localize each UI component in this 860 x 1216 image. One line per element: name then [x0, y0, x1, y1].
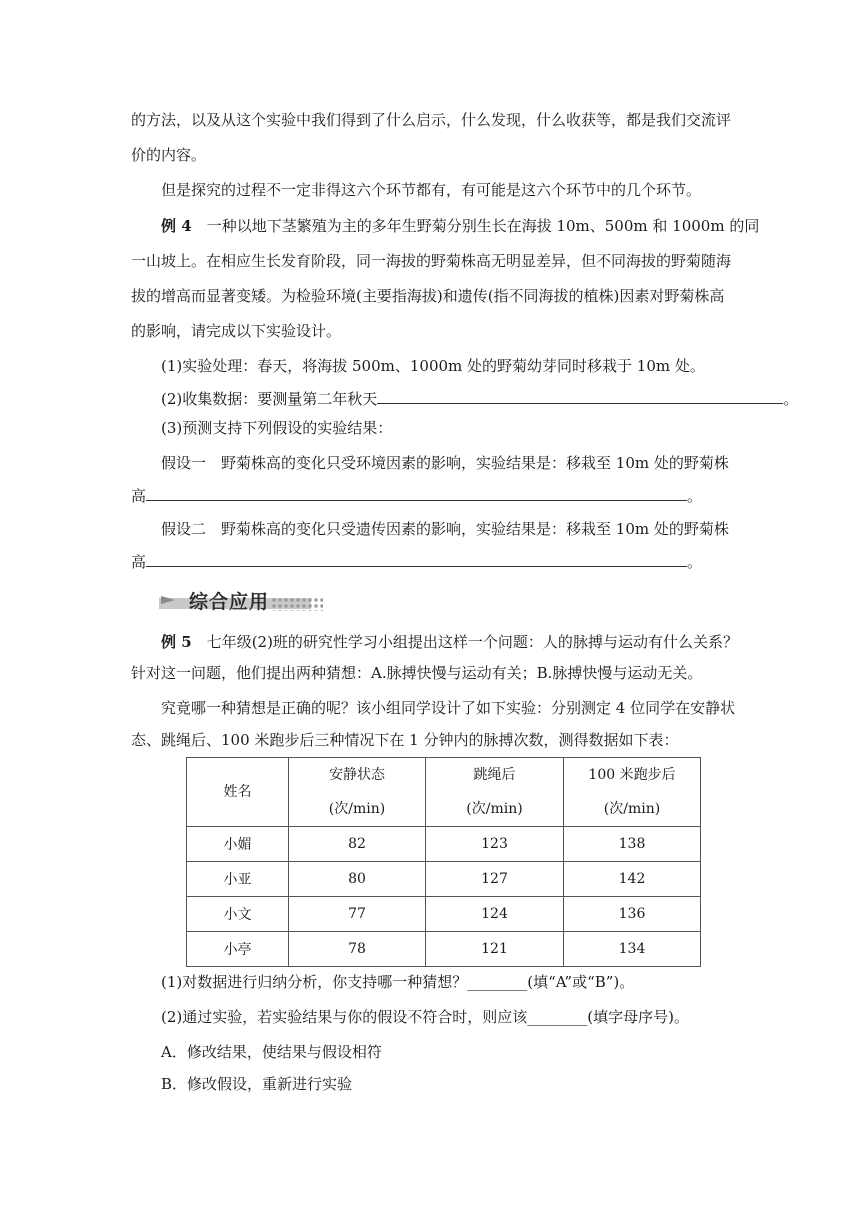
- section-banner: [159, 587, 329, 611]
- example-text: 一种以地下茎繁殖为主的多年生野菊分别生长在海拔 10m、500m 和 1000m 的同: [206, 217, 760, 235]
- paragraph-line: 的影响，请完成以下实验设计。: [131, 322, 342, 340]
- punctuation: 。: [783, 390, 799, 408]
- table-cell: 82: [289, 827, 426, 862]
- table-row: [187, 897, 701, 932]
- paragraph-line: 究竟哪一种猜想是正确的呢？该小组同学设计了如下实验：分别测定 4 位同学在安静状: [161, 699, 736, 717]
- table-header-cell: [289, 758, 426, 827]
- arrow-icon: [161, 596, 175, 604]
- paragraph-line: 的方法，以及从这个实验中我们得到了什么启示，什么发现，什么收获等，都是我们交流评: [131, 111, 732, 129]
- table-cell: 134: [564, 932, 701, 967]
- paragraph-line: 但是探究的过程不一定非得这六个环节都有，有可能是这六个环节中的几个环节。: [161, 181, 702, 199]
- header-unit: (次/min): [466, 801, 523, 817]
- example-text: 七年级(2)班的研究性学习小组提出这样一个问题：人的脉搏与运动有什么关系？: [206, 633, 738, 651]
- paragraph-line: 价的内容。: [131, 146, 207, 164]
- table-header-cell: [426, 758, 564, 827]
- question-3: (3)预测支持下列假设的实验结果：: [161, 419, 393, 437]
- example-label: 例 5: [161, 633, 192, 651]
- pulse-data-table: [186, 757, 701, 967]
- table-cell: 123: [426, 827, 564, 862]
- table-cell: 136: [564, 897, 701, 932]
- example-label: 例 4: [161, 217, 192, 235]
- table-cell: 142: [564, 862, 701, 897]
- table-cell: 124: [426, 897, 564, 932]
- question-1: (1)实验处理：春天，将海拔 500m、1000m 处的野菊幼芽同时移栽于 10m 处。: [161, 357, 705, 375]
- question-text: 高: [131, 553, 147, 571]
- table-cell: 80: [289, 862, 426, 897]
- example-4-first-line: [161, 216, 759, 236]
- section-title: 综合应用: [189, 591, 270, 613]
- table-cell: 小媚: [187, 827, 289, 862]
- paragraph-line: 一山坡上。在相应生长发育阶段，同一海拔的野菊株高无明显差异，但不同海拔的野菊随海: [131, 252, 732, 270]
- table-cell: 78: [289, 932, 426, 967]
- answer-blank[interactable]: [377, 387, 783, 404]
- table-cell: 小亭: [187, 932, 289, 967]
- table-header-cell: [564, 758, 701, 827]
- header-unit: (次/min): [328, 801, 386, 817]
- question-5-2: (2)通过实验，若实验结果与你的假设不符合时，则应该________(填字母序号)。: [161, 1008, 689, 1026]
- question-5-1: (1)对数据进行归纳分析，你支持哪一种猜想？________(填“A”或“B”)。: [161, 973, 635, 991]
- question-text: 高: [131, 487, 147, 505]
- question-2: [161, 387, 798, 409]
- dots-decoration: [271, 597, 323, 611]
- punctuation: 。: [687, 487, 703, 505]
- hypothesis-2-answer: [131, 550, 702, 572]
- example-5-first-line: [161, 632, 738, 652]
- hypothesis-1: 假设一 野菊株高的变化只受环境因素的影响，实验结果是：移栽至 10m 处的野菊株: [161, 454, 729, 472]
- punctuation: 。: [687, 553, 703, 571]
- hypothesis-1-answer: [131, 484, 702, 506]
- header-label: 安静状态: [329, 767, 385, 783]
- option-b: B．修改假设，重新进行实验: [161, 1075, 353, 1093]
- hypothesis-2: 假设二 野菊株高的变化只受遗传因素的影响，实验结果是：移栽至 10m 处的野菊株: [161, 520, 729, 538]
- table-row: [187, 827, 701, 862]
- table-cell: 77: [289, 897, 426, 932]
- option-a: A．修改结果，使结果与假设相符: [161, 1043, 382, 1061]
- table-row: [187, 862, 701, 897]
- table-cell: 小亚: [187, 862, 289, 897]
- table-cell: 小文: [187, 897, 289, 932]
- question-text: (2)收集数据：要测量第二年秋天: [161, 390, 378, 408]
- paragraph-line: 态、跳绳后、100 米跑步后三种情况下在 1 分钟内的脉搏次数，测得数据如下表：: [131, 731, 679, 749]
- answer-blank[interactable]: [146, 550, 687, 567]
- header-label: 100 米跑步后: [588, 767, 676, 783]
- table-row: [187, 932, 701, 967]
- table-header-cell: 姓名: [187, 758, 289, 827]
- header-unit: (次/min): [603, 801, 661, 817]
- table-cell: 138: [564, 827, 701, 862]
- paragraph-line: 针对这一问题，他们提出两种猜想：A.脉搏快慢与运动有关；B.脉搏快慢与运动无关。: [131, 664, 703, 682]
- table-cell: 127: [426, 862, 564, 897]
- table-cell: 121: [426, 932, 564, 967]
- answer-blank[interactable]: [146, 484, 687, 501]
- table-header-row: [187, 758, 701, 827]
- header-label: 跳绳后: [473, 767, 516, 783]
- paragraph-line: 拔的增高而显著变矮。为检验环境(主要指海拔)和遗传(指不同海拔的植株)因素对野菊株高: [131, 287, 725, 305]
